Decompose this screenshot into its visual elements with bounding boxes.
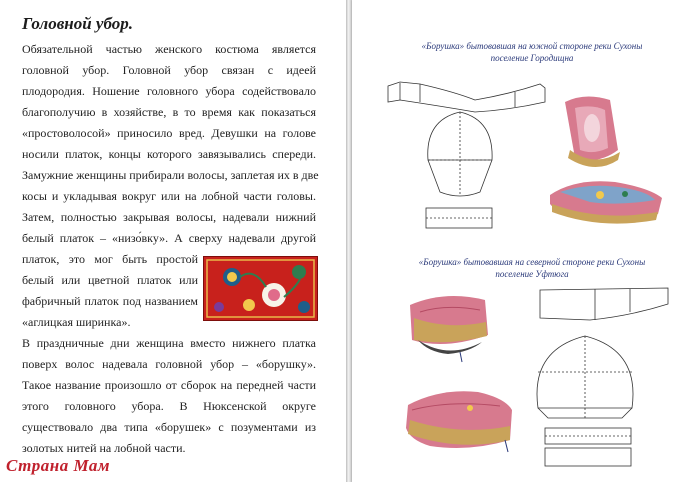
south-crown-pattern: [428, 112, 492, 196]
paragraph-line: В праздничные дни женщина вместо нижнего платка: [22, 336, 316, 350]
paragraph-line: существовало два типа «борушек» с позументами из: [22, 420, 316, 434]
south-strip-pattern: [426, 208, 492, 228]
paragraph-line: этого головного убора. В Нюксенской округе: [22, 399, 316, 413]
north-strip-pattern: [545, 428, 631, 466]
paragraph-line: головной убор. Головной убор связан с идеей: [22, 63, 316, 77]
caption-north-line1: «Борушка» бытовавшая на северной стороне реки Сухоны: [418, 257, 646, 267]
page-title: Головной убор.: [22, 14, 133, 33]
paragraph-line: косы и укладывая вокруг или на лобной части головы.: [22, 189, 316, 203]
paragraph-line: платок, это мог быть простой: [22, 252, 198, 266]
paragraph-line: фабричный платок под названием: [22, 294, 198, 308]
paragraph-line: носили платок, концы которого завязывались спереди.: [22, 147, 316, 161]
paragraph-line: плодородия. Ношение головного убора содействовало: [22, 84, 316, 98]
caption-south-line2: поселение Городищна: [490, 53, 574, 63]
south-borushka-side: [550, 181, 662, 223]
paragraph-line: золотых нитей на лобной части.: [22, 441, 186, 455]
paragraph-line: «аглицкая ширинка».: [22, 315, 131, 329]
south-band-pattern: [388, 82, 545, 112]
north-band-pattern: [540, 288, 668, 320]
paragraph-line: «простоволосой» приносило вред. Девушки на голове: [22, 126, 316, 140]
paragraph-line: Обязательной частью женского костюма является: [22, 42, 316, 56]
paragraph-line: Замужние женщины прибирали волосы, заплетая их в две: [22, 168, 319, 182]
north-borushka-side: [406, 391, 512, 452]
caption-north-line2: поселение Уфтюга: [495, 269, 569, 279]
paragraph-line: белый или цветной платок или: [22, 273, 198, 287]
caption-south-line1: «Борушка» бытовавшая на южной стороне реки Сухоны: [421, 41, 643, 51]
paragraph-line: Такое название произошло от сборок на передней части: [22, 378, 316, 392]
paragraph-line: благополучию в хозяйстве, в то время как показаться: [22, 105, 316, 119]
watermark-logo: Страна Мам: [6, 456, 111, 475]
paragraph-line: поверх волос надевала головной убор – «борушку».: [22, 357, 316, 371]
paragraph-line: Затем, полностью закрывая волосы, надевали нижний: [22, 210, 316, 224]
north-borushka-front: [410, 296, 488, 362]
south-borushka-front: [565, 96, 620, 167]
paragraph-line: белый платок – «низо́вку». А сверху надевали другой: [22, 231, 316, 245]
north-crown-pattern: [537, 336, 633, 418]
